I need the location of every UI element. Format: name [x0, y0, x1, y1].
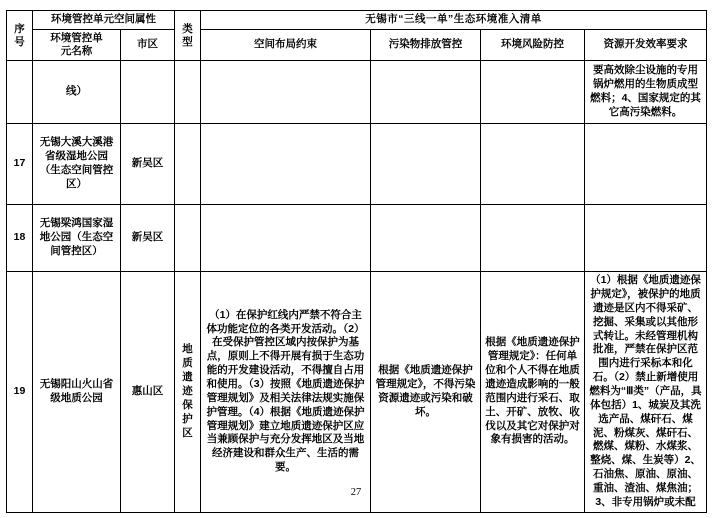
header-seq: 序 号 [7, 11, 33, 61]
row-pollutant: 根据《地质遗迹保护管理规定》，不得污染资源遗迹或污染和破坏。 [371, 272, 481, 513]
table-row [7, 61, 707, 124]
row-seq [7, 61, 33, 124]
table-header [7, 11, 707, 61]
header-resource: 资源开发效率要求 [585, 29, 707, 60]
row-risk [481, 61, 585, 124]
row-unit-name: 无锡阳山火山省级地质公园 [33, 272, 121, 513]
eco-control-unit-table [6, 10, 707, 513]
row-city: 新吴区 [121, 205, 175, 272]
page-number: 27 [350, 487, 362, 498]
header-space-layout: 空间布局约束 [201, 29, 371, 60]
row-seq: 17 [7, 124, 33, 205]
row-pollutant [371, 124, 481, 205]
row-type [175, 61, 201, 124]
row-pollutant [371, 61, 481, 124]
row-risk [481, 205, 585, 272]
header-pollutant: 污染物排放管控 [371, 29, 481, 60]
table-row [7, 205, 707, 272]
row-type [175, 205, 201, 272]
row-seq: 18 [7, 205, 33, 272]
header-row-1 [7, 11, 707, 30]
row-space-layout [201, 205, 371, 272]
table-row [7, 124, 707, 205]
header-row-2 [7, 29, 707, 60]
row-pollutant [371, 205, 481, 272]
header-attr-group: 环境管控单元空间属性 [33, 11, 175, 30]
row-city: 新吴区 [121, 124, 175, 205]
row-resource: （1）根据《地质遗迹保护规定》，被保护的地质遗迹是区内不得采矿、挖掘、采集或以其他形式转让。未经管理机构批准，严禁在保护区范围内进行采标本和化石。（2）禁止新增使用燃料为“Ⅲ类”（产品，具体包括）1、城炭及其洗选产品、煤矸石、煤泥、粉煤灰、煤矸石、燃煤、煤粉、水煤浆、整烧、煤、生炭等）2、石油焦、原油、原油、重油、渣油、煤焦油；3、非专用锅炉或未配 [585, 272, 707, 513]
header-main-group: 无锡市“三线一单”生态环境准入清单 [201, 11, 707, 30]
header-unit-name: 环境管控单 元名称 [33, 29, 121, 60]
row-resource [585, 205, 707, 272]
table-row [7, 272, 707, 513]
table-body [7, 61, 707, 513]
row-risk: 根据《地质遗迹保护管理规定》：任何单位和个人不得在地质遗迹造成影响的一般范围内进行采石、取土、开矿、放牧、收伐以及其它对保护对象有损害的活动。 [481, 272, 585, 513]
header-city: 市区 [121, 29, 175, 60]
row-city: 惠山区 [121, 272, 175, 513]
row-city [121, 61, 175, 124]
row-type [175, 124, 201, 205]
row-seq: 19 [7, 272, 33, 513]
row-unit-name: 无锡梁鸿国家湿地公园（生态空间管控区） [33, 205, 121, 272]
row-resource [585, 124, 707, 205]
header-risk: 环境风险防控 [481, 29, 585, 60]
row-type: 地质遗迹保护区 [175, 272, 201, 513]
row-unit-name: 无锡大溪大溪港省级湿地公园（生态空间管控区） [33, 124, 121, 205]
header-type: 类 型 [175, 11, 201, 61]
row-unit-name: 线） [33, 61, 121, 124]
row-space-layout: （1）在保护红线内严禁不符合主体功能定位的各类开发活动。（2）在受保护管控区域内按保护为基点，原则上不得开展有损于生态功能的开发建设活动，不得擅自占用和使用。（3）按照《地质遗迹保护管理规划》及相关法律法规实施保护管理。（4）根据《地质遗迹保护管理规划》建立地质遗迹保护区应当兼顾保护与充分发挥地区及当地经济建设和群众生产、生活的需要。 [201, 272, 371, 513]
row-space-layout [201, 124, 371, 205]
row-space-layout [201, 61, 371, 124]
row-risk [481, 124, 585, 205]
row-resource: 要高效除尘设施的专用锅炉燃用的生物质成型燃料；4、国家规定的其它高污染燃料。 [585, 61, 707, 124]
